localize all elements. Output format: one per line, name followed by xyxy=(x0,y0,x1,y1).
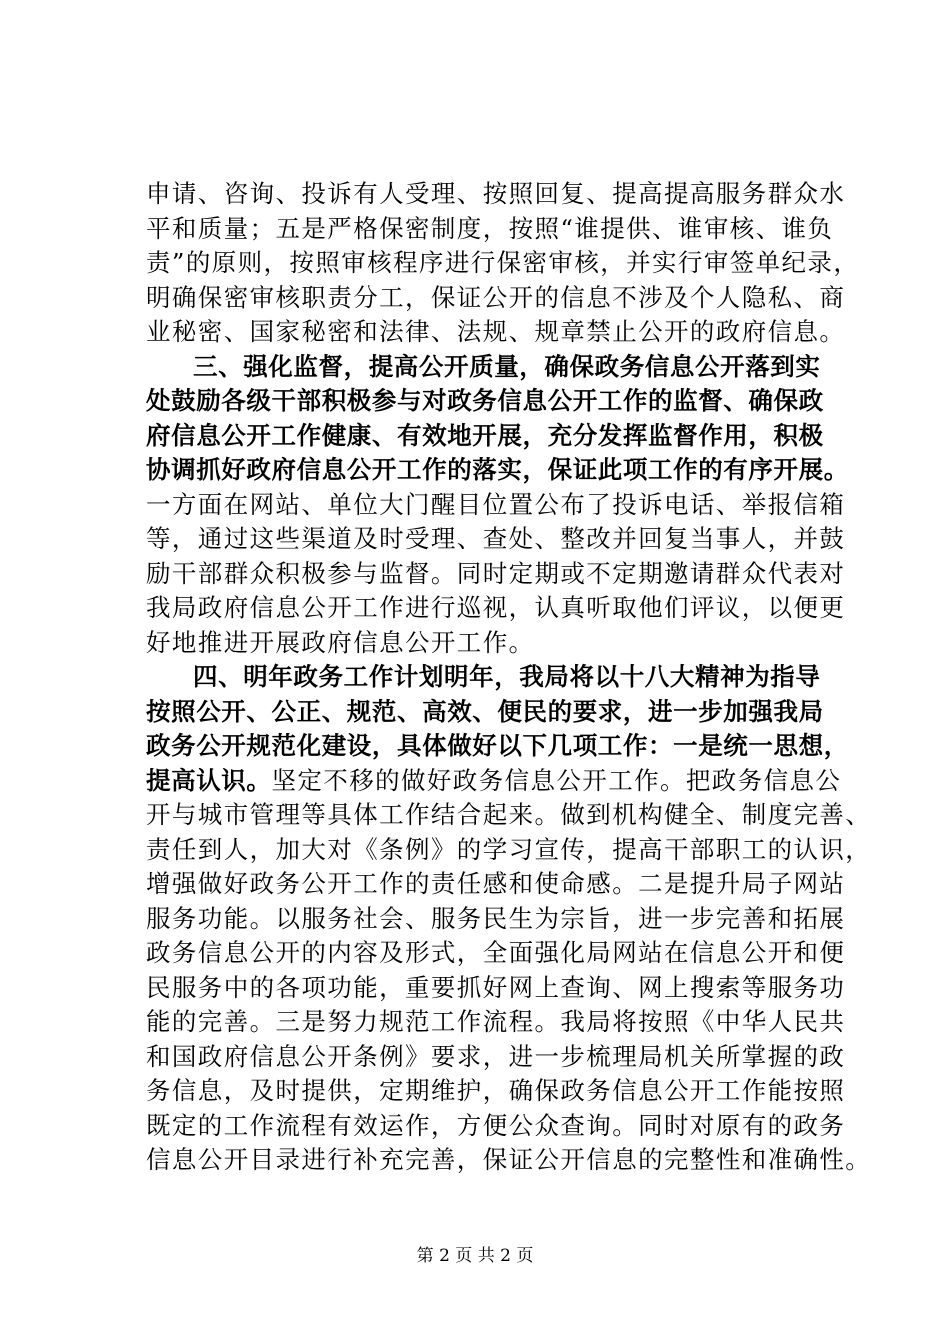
document-body xyxy=(146,177,872,1178)
text-line: 和国政府信息公开条例》要求，进一步梳理局机关所掌握的政 xyxy=(146,1041,846,1071)
text-line: 申请、咨询、投诉有人受理、按照回复、提高提高服务群众水 xyxy=(146,179,846,208)
text-line-mixed xyxy=(146,764,846,799)
text-line-bold: 协调抓好政府信息公开工作的落实，保证此项工作的有序开展。 xyxy=(146,455,849,484)
text-line: 服务功能。以服务社会、服务民生为宗旨，进一步完善和拓展 xyxy=(146,903,846,933)
bold-phrase: 提高认识。 xyxy=(146,765,272,795)
text-line-bold: 处鼓励各级干部积极参与对政务信息公开工作的监督、确保政 xyxy=(146,386,824,415)
section-heading-4: 四、明年政务工作计划明年，我局将以十八大精神为指导 xyxy=(193,662,821,691)
text-line: 我局政府信息公开工作进行巡视，认真听取他们评议，以便更 xyxy=(146,593,846,622)
text-line: 能的完善。三是努力规范工作流程。我局将按照《中华人民共 xyxy=(146,1007,846,1036)
text-line: 一方面在网站、单位大门醒目位置公布了投诉电话、举报信箱 xyxy=(146,489,846,519)
text-line: 平和质量；五是严格保密制度，按照“谁提供、谁审核、谁负 xyxy=(146,213,834,243)
text-line: 等，通过这些渠道及时受理、查处、整改并回复当事人，并鼓 xyxy=(146,524,846,553)
text-line: 开与城市管理等具体工作结合起来。做到机构健全、制度完善、 xyxy=(146,800,872,829)
text-line: 责任到人，加大对《条例》的学习宣传，提高干部职工的认识， xyxy=(146,834,872,864)
text-line: 民服务中的各项功能，重要抓好网上查询、网上搜索等服务功 xyxy=(146,972,846,1002)
page-number-footer: 第 2 页 共 2 页 xyxy=(416,1246,534,1266)
text-line-bold: 府信息公开工作健康、有效地开展，充分发挥监督作用，积极 xyxy=(146,420,824,450)
text-line: 政务信息公开的内容及形式，全面强化局网站在信息公开和便 xyxy=(146,938,846,967)
text-segment: 坚定不移的做好政务信息公开工作。把政务信息公 xyxy=(271,765,842,795)
text-line: 励干部群众积极参与监督。同时定期或不定期邀请群众代表对 xyxy=(146,558,846,588)
text-line: 务信息，及时提供，定期维护，确保政务信息公开工作能按照 xyxy=(146,1076,846,1105)
text-line: 责”的原则，按照审核程序进行保密审核，并实行审签单纪录， xyxy=(146,248,860,277)
section-heading-3: 三、强化监督，提高公开质量，确保政务信息公开落到实 xyxy=(193,351,821,381)
text-line: 好地推进开展政府信息公开工作。 xyxy=(146,627,535,657)
text-line: 明确保密审核职责分工，保证公开的信息不涉及个人隐私、商 xyxy=(146,282,846,312)
text-line-bold: 按照公开、公正、规范、高效、便民的要求，进一步加强我局 xyxy=(146,696,824,726)
text-line-bold: 政务公开规范化建设，具体做好以下几项工作：一是统一思想， xyxy=(146,731,849,760)
text-line: 信息公开目录进行补充完善，保证公开信息的完整性和准确性。 xyxy=(146,1145,872,1174)
text-line: 增强做好政务公开工作的责任感和使命感。二是提升局子网站 xyxy=(146,869,846,898)
text-line: 既定的工作流程有效运作，方便公众查询。同时对原有的政务 xyxy=(146,1110,846,1140)
text-line: 业秘密、国家秘密和法律、法规、规章禁止公开的政府信息。 xyxy=(146,317,846,346)
